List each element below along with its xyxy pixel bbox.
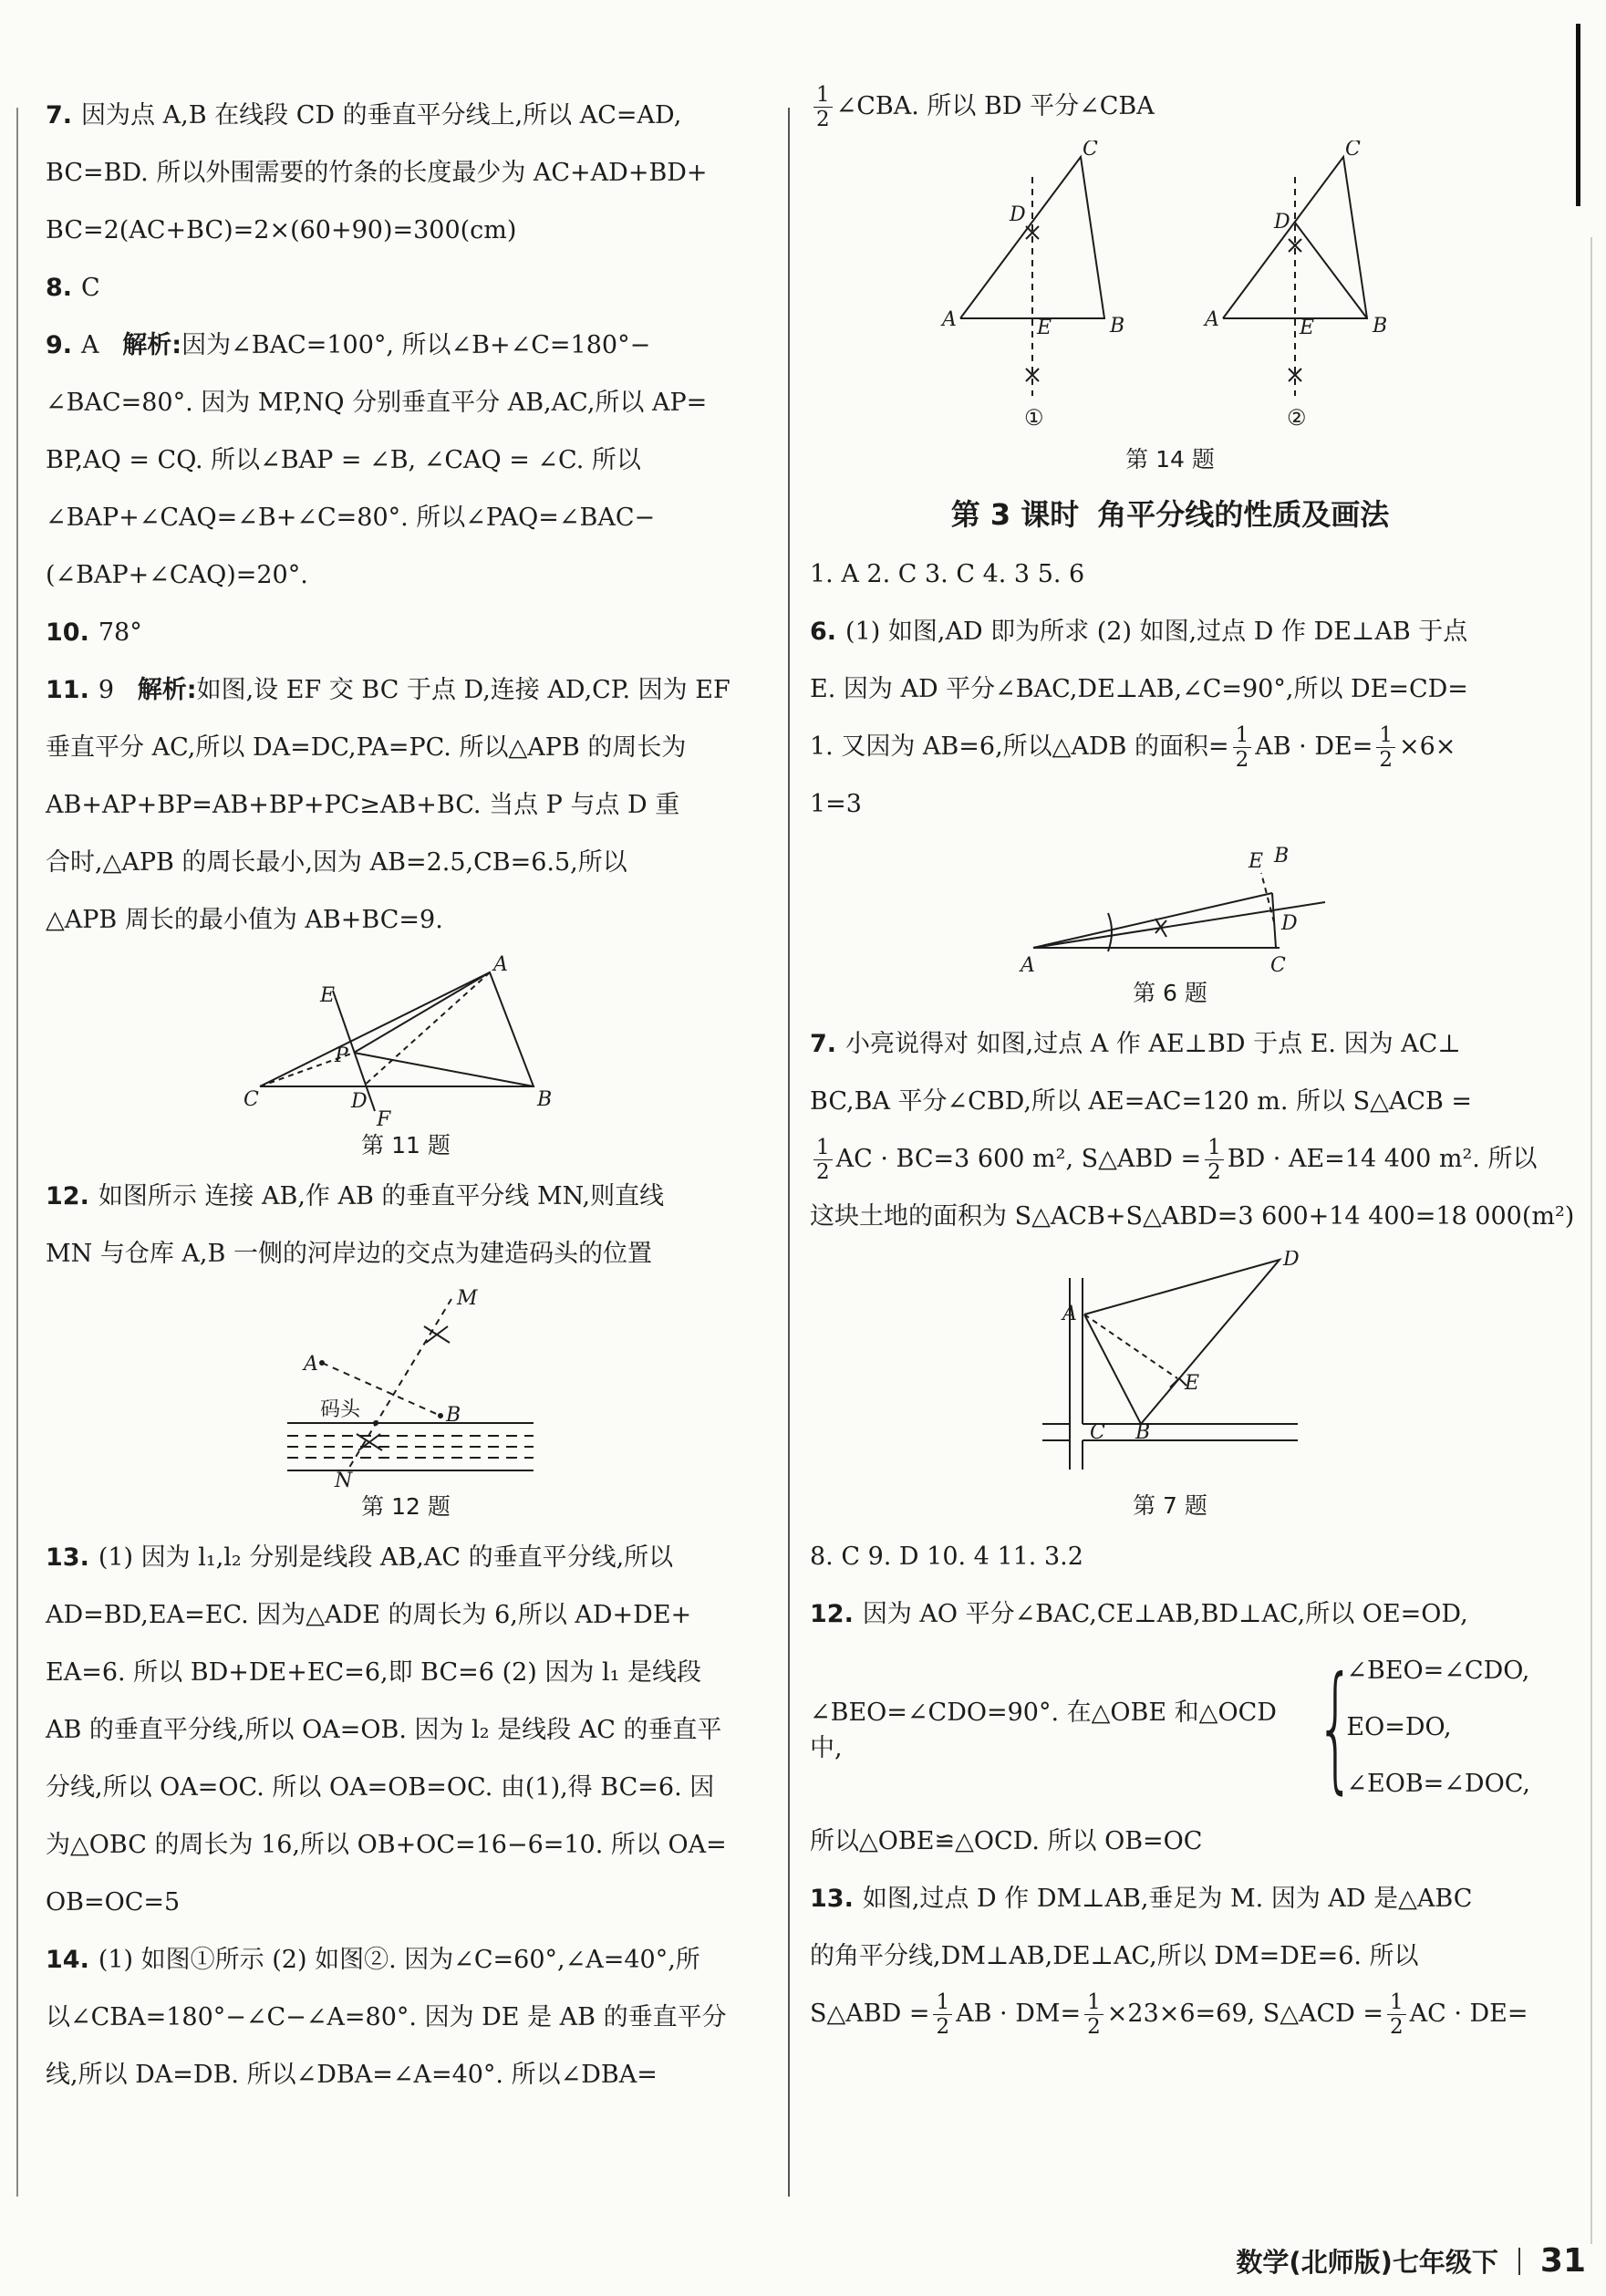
answer-9: 9. A 解析:因为∠BAC=100°, 所以∠B+∠C=180°− ∠BAC=80°. 因为 MP,NQ 分别垂直平分 AB,AC,所以 AP= BP,AQ = CQ. 所以∠BAP = ∠B, ∠CAQ = ∠C. 所以 ∠BAP+∠CAQ=∠B+∠C=80°. 所以∠PAQ=∠BAC− (∠BAP+∠CAQ)=20°. — [46, 331, 708, 589]
segment-pb — [354, 1053, 534, 1086]
answer-7: 7. 小亮说得对 如图,过点 A 作 AE⊥BD 于点 E. 因为 AC⊥ BC,BA 平分∠CBD,所以 AE=AC=120 m. 所以 S△ACB = $\frac{1}{2}$ AC · BC=3 600 m², S△ABD = $\frac{1}{2}$ BD · AE=14 400 m². 所以 这块土地的面积为 S△ACB+S△ABD=3 600+14 400=18 000(m²) — [810, 1030, 1575, 1231]
arc-mark-top — [424, 1326, 450, 1343]
label-a: A — [1062, 1303, 1077, 1325]
fraction-half: $\frac{1}{2}$ — [1233, 723, 1252, 772]
figure-11-diagram — [242, 954, 570, 1127]
figure-14 — [810, 140, 1530, 478]
label-n: N — [335, 1470, 353, 1489]
answer-11: 11. 9 解析:如图,设 EF 交 BC 于点 D,连接 AD,CP. 因为 EF 垂直平分 AC,所以 DA=DC,PA=PC. 所以△APB 的周长为 AB+AP+BP=AB+BP+PC≥AB+BC. 当点 P 与点 D 重 合时,△APB 的周长最小,因为 AB=2.5,CB=6.5,所以 △APB 周长的最小值为 AB+BC=9. — [46, 676, 730, 934]
label-a2: A — [1205, 308, 1219, 331]
fraction-half: $\frac{1}{2}$ — [1387, 1990, 1406, 2039]
label-c: C — [1270, 954, 1286, 975]
label-e1: E — [1037, 317, 1052, 339]
label-b2: B — [1373, 315, 1388, 338]
arc-1 — [1108, 913, 1112, 951]
answer-6: 6. (1) 如图,AD 即为所求 (2) 如图,过点 D 作 DE⊥AB 于点 E. 因为 AD 平分∠BAC,DE⊥AB,∠C=90°,所以 DE=CD= 1. 又因为 AB=6,所以△ADB 的面积= $\frac{1}{2}$ AB · DE= $\frac{1}{2}$ ×6× 1=3 — [810, 618, 1468, 818]
figure-12-diagram — [269, 1288, 543, 1489]
label-e: E — [1249, 850, 1264, 873]
line-mn — [347, 1299, 451, 1470]
fraction-half: $\frac{1}{2}$ — [933, 1990, 952, 2039]
page-edge-mark — [1576, 24, 1580, 206]
answer-13: 13. 如图,过点 D 作 DM⊥AB,垂足为 M. 因为 AD 是△ABC 的角平分线,DM⊥AB,DE⊥AC,所以 DM=DE=6. 所以 S△ABD = $\frac{1}{2}$ AB · DM= $\frac{1}{2}$ ×23×6=69, S△ACD = $\frac{1}{2}$ AC · DE= — [810, 1885, 1528, 2039]
footer-separator — [1518, 2248, 1520, 2275]
answer-7: 7. 因为点 A,B 在线段 CD 的垂直平分线上,所以 AC=AD, BC=BD. 所以外围需要的竹条的长度最少为 AC+AD+BD+ BC=2(AC+BC)=2×(60+90)=300(cm) — [46, 101, 708, 244]
fraction-half: $\frac{1}{2}$ — [1376, 723, 1395, 772]
label-c1: C — [1083, 140, 1098, 161]
segment-ad — [363, 972, 490, 1086]
answer-14-continued: $\frac{1}{2}$ ∠CBA. 所以 BD 平分∠CBA — [810, 78, 1530, 135]
figure-7 — [810, 1251, 1530, 1524]
label-b: B — [537, 1088, 553, 1111]
label-f: F — [377, 1108, 391, 1127]
figure-6-diagram — [1006, 838, 1334, 975]
segment-bd — [1295, 223, 1367, 318]
left-brace: { — [1316, 1648, 1356, 1807]
label-d: D — [1281, 912, 1298, 935]
label-a: A — [1021, 954, 1035, 975]
system-of-conditions: ∠BEO=∠CDO=90°. 在△OBE 和△OCD 中, { ∠BEO=∠CDO, EO=DO, ∠EOB=∠DOC, — [810, 1648, 1530, 1807]
page-footer — [1236, 2242, 1586, 2280]
label-b1: B — [1110, 315, 1125, 338]
label-d: D — [351, 1090, 368, 1113]
point-b — [438, 1413, 443, 1418]
dock-point — [373, 1420, 378, 1426]
label-c2: C — [1345, 140, 1361, 161]
answer-10: 10. 78° — [46, 618, 142, 647]
right-column — [810, 83, 1575, 2042]
figure-12 — [46, 1288, 766, 1525]
triangle-abc — [260, 972, 534, 1086]
label-m: M — [457, 1288, 478, 1310]
answer-12: 12. 因为 AO 平分∠BAC,CE⊥AB,BD⊥AC,所以 OE=OD, ∠BEO=∠CDO=90°. 在△OBE 和△OCD 中, { ∠BEO=∠CDO, EO=DO, ∠EOB=∠DOC, 所以△OBE≌△OCD. 所以 OB=OC — [810, 1600, 1530, 1855]
label-a: A — [304, 1353, 318, 1376]
segment-ap — [354, 972, 490, 1053]
fraction-half: $\frac{1}{2}$ — [813, 83, 833, 131]
label-figure-2: ② — [1287, 405, 1307, 431]
label-p: P — [335, 1044, 348, 1067]
label-figure-1: ① — [1024, 405, 1044, 431]
label-d2: D — [1274, 211, 1290, 234]
answer-14: 14. (1) 如图①所示 (2) 如图②. 因为∠C=60°,∠A=40°,所 以∠CBA=180°−∠C−∠A=80°. 因为 DE 是 AB 的垂直平分 线,所以 DA=DB. 所以∠DBA=∠A=40°. 所以∠DBA= — [46, 1946, 727, 2089]
answers-1-5: 1. A 2. C 3. C 4. 3 5. 6 — [810, 560, 1085, 588]
figure-7-caption: 第 7 题 — [1133, 1492, 1207, 1519]
label-e2: E — [1300, 317, 1315, 339]
label-b: B — [1274, 845, 1290, 867]
label-dock: 码头 — [320, 1398, 361, 1421]
quadrilateral-adb — [1084, 1260, 1280, 1424]
label-e: E — [1185, 1372, 1200, 1395]
label-e: E — [320, 984, 336, 1007]
figure-11-caption: 第 11 题 — [361, 1132, 451, 1158]
ray-ab — [1033, 893, 1272, 948]
label-a1: A — [942, 308, 957, 331]
column-divider — [788, 108, 790, 2197]
book-title: 数学(北师版)七年级下 — [1236, 2247, 1498, 2278]
page-number: 31 — [1539, 2242, 1586, 2280]
figure-6-caption: 第 6 题 — [1133, 980, 1207, 1006]
figure-11 — [46, 954, 766, 1164]
label-c: C — [1090, 1421, 1105, 1444]
answers-8-11: 8. C 9. D 10. 4 11. 3.2 — [810, 1543, 1083, 1571]
point-a — [319, 1360, 325, 1366]
page-edge-shadow — [1590, 237, 1592, 2244]
label-b: B — [446, 1404, 461, 1427]
figure-12-caption: 第 12 题 — [361, 1493, 451, 1520]
lesson-title: 第 3 课时 角平分线的性质及画法 — [950, 497, 1390, 532]
figure-7-diagram — [1033, 1251, 1307, 1488]
figure-14-diagram — [887, 140, 1453, 442]
label-b: B — [1135, 1421, 1151, 1444]
label-d: D — [1283, 1251, 1300, 1271]
answer-8: 8. C — [46, 274, 100, 302]
fraction-half: $\frac{1}{2}$ — [813, 1136, 833, 1184]
left-column — [46, 87, 766, 2104]
label-a: A — [493, 954, 508, 976]
segment-ae — [1084, 1314, 1177, 1378]
answer-12: 12. 如图所示 连接 AB,作 AB 的垂直平分线 MN,则直线 MN 与仓库 A,B 一侧的河岸边的交点为建造码头的位置 — [46, 1182, 665, 1268]
label-d1: D — [1010, 203, 1026, 226]
left-margin-rule — [16, 108, 18, 2197]
figure-14-caption: 第 14 题 — [1125, 446, 1215, 473]
answer-13: 13. (1) 因为 l₁,l₂ 分别是线段 AB,AC 的垂直平分线,所以 AD=BD,EA=EC. 因为△ADE 的周长为 6,所以 AD+DE+ EA=6. 所以 BD+DE+EC=6,即 BC=6 (2) 因为 l₁ 是线段 AB 的垂直平分线,所以 OA=OB. 因为 l₂ 是线段 AC 的垂直平 分线,所以 OA=OC. 所以 OA=OB=OC. 由(1),得 BC=6. 因 为△OBC 的周长为 16,所以 OB+OC=16−6=10. 所以 OA= OB=OC=5 — [46, 1543, 727, 1917]
figure-6 — [810, 838, 1530, 1012]
label-c: C — [243, 1088, 259, 1111]
fraction-half: $\frac{1}{2}$ — [1205, 1136, 1224, 1184]
fraction-half: $\frac{1}{2}$ — [1084, 1990, 1103, 2039]
